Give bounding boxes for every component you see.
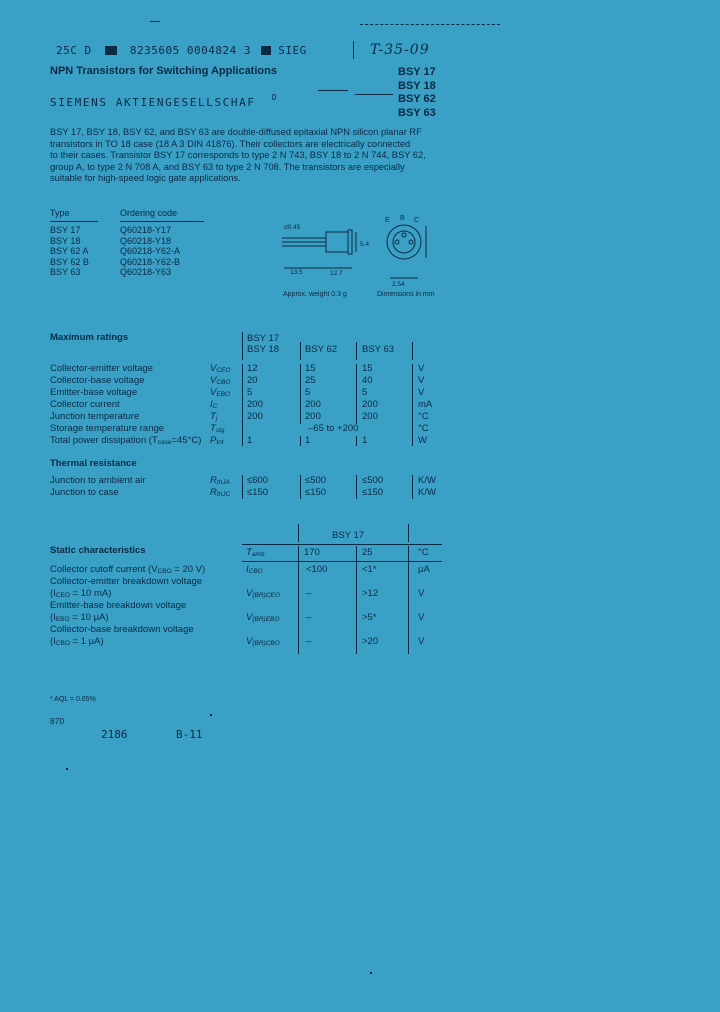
col-rule (242, 332, 243, 360)
symbol-sub: (BR)CEO (252, 592, 280, 599)
symbol-sub: (BR)EBO (252, 616, 280, 623)
value-bsy17: 1 (247, 435, 253, 446)
handwritten-note: T-35-09 (370, 42, 430, 58)
symbol-main: T (210, 423, 216, 434)
table-row (50, 487, 445, 498)
table-row (50, 588, 445, 599)
col-rule (356, 342, 357, 360)
param-symbol (246, 636, 280, 650)
company-suffix: D (271, 93, 279, 102)
scan-header-right: SIEG (278, 44, 307, 57)
value-bsy62: 25 (305, 375, 316, 386)
col-rule (408, 524, 409, 542)
thermal-heading: Thermal resistance (50, 458, 137, 469)
unit: °C (418, 423, 429, 434)
symbol-main: R (210, 487, 217, 498)
value-bsy62: 200 (305, 411, 321, 422)
case-body (326, 232, 348, 252)
symbol-main: T (246, 547, 252, 558)
symbol-main: T (210, 411, 216, 422)
table-row (50, 387, 445, 398)
value-25c: >12 (362, 588, 379, 599)
units-note: Dimensions in mm (377, 291, 435, 298)
symbol-sub: j (215, 415, 218, 422)
value-25c: <1* (362, 564, 377, 575)
model-bsy17: BSY 17 (398, 66, 436, 78)
ordering-rows (50, 225, 180, 278)
symbol-sub: CBO (216, 379, 231, 386)
param-label: Junction to ambient air (50, 475, 146, 486)
intro-line: to their cases. Transistor BSY 17 corresponds to type 2 N 743, BSY 18 to 2 N 744, BSY 62, (50, 150, 426, 160)
footer-code-b: B-11 (176, 728, 203, 741)
label-text: Collector cutoff current (V (50, 564, 158, 575)
symbol-main: R (210, 475, 217, 486)
value-bsy63: 15 (362, 363, 373, 374)
symbol-sub: stg (215, 427, 225, 434)
scan-block-2 (261, 46, 271, 55)
bottom-view-outer (387, 225, 421, 259)
value-bsy17: 20 (247, 375, 258, 386)
symbol-sub: thJA (216, 479, 230, 486)
static-heading: Static characteristics (50, 545, 146, 556)
scan-header-left: 25C D (56, 44, 92, 57)
tamb-v2: 25 (362, 547, 373, 558)
table-row (50, 246, 180, 257)
static-group-label: BSY 17 (332, 530, 365, 541)
model-bsy63: BSY 63 (398, 106, 436, 119)
label-sub: EBO (55, 616, 70, 623)
weight-note: Approx. weight 0.3 g (283, 291, 347, 298)
value-bsy63: ≤500 (362, 475, 384, 486)
unit: μA (418, 564, 430, 575)
symbol-main: P (210, 435, 217, 446)
ordering-code: Q60218-Y17 (120, 225, 172, 235)
value-bsy17: 200 (247, 411, 263, 422)
ordering-header-rule (120, 221, 204, 222)
scan-header-line (56, 44, 307, 57)
table-row (50, 411, 445, 422)
label-sub: CBO (55, 640, 70, 647)
symbol-sub: amb (251, 551, 265, 558)
footer-code-a: 2186 (101, 728, 128, 741)
col-bsy62: BSY 62 (305, 344, 338, 355)
value-170c: – (306, 612, 312, 623)
label-text: = 10 mA) (69, 588, 112, 599)
pin-e-label: E (385, 217, 390, 224)
intro-line: suitable for high-speed logic gate applications. (50, 173, 241, 183)
power-label-text: =45°C) (171, 435, 202, 446)
label-text: = 20 V) (171, 564, 206, 575)
page-number: 870 (50, 716, 65, 726)
model-list (398, 66, 436, 120)
page-title: NPN Transistors for Switching Applications (50, 65, 277, 77)
value-25c: >5* (362, 612, 377, 623)
label-text: = 1 μA) (69, 636, 104, 647)
value-bsy17: 200 (247, 399, 263, 410)
ordering-col-type: Type (50, 208, 70, 218)
param-label: Collector-emitter breakdown voltage (50, 576, 203, 587)
pin-c-label: C (414, 217, 420, 224)
table-row (50, 236, 180, 247)
tamb-symbol (246, 547, 264, 561)
package-drawing (278, 212, 448, 294)
unit: V (418, 588, 425, 599)
col-rule (412, 342, 413, 360)
table-row (50, 375, 445, 386)
ordering-code: Q60218-Y62-A (120, 246, 181, 257)
pin-hole (395, 240, 399, 244)
ordering-type: BSY 63 (50, 267, 81, 278)
dim-body-label: 12.7 (330, 270, 343, 277)
param-symbol (210, 435, 224, 449)
ordering-code: Q60218-Y62-B (120, 256, 181, 267)
symbol-sub: thJC (216, 491, 231, 498)
param-label (50, 435, 201, 449)
table-row (50, 576, 445, 587)
unit: °C (418, 411, 429, 422)
table-row (50, 600, 445, 611)
value-25c: >20 (362, 636, 379, 647)
scan-speck (66, 768, 68, 770)
value-bsy63: 1 (362, 435, 368, 446)
symbol-sub: tot (216, 439, 224, 446)
param-label: Emitter-base breakdown voltage (50, 600, 187, 611)
unit: V (418, 363, 425, 374)
symbol-sub: EBO (216, 391, 231, 398)
table-row (50, 257, 180, 268)
param-label: Junction temperature (50, 411, 140, 422)
value-bsy63: 200 (362, 411, 378, 422)
symbol-main: V (210, 363, 217, 374)
value-bsy63: 5 (362, 387, 368, 398)
param-label: Collector-emitter voltage (50, 363, 153, 374)
company-name (50, 93, 278, 109)
title-rule-1 (318, 90, 348, 91)
table-row (50, 624, 445, 635)
static-table (50, 522, 445, 657)
value-bsy63: 200 (362, 399, 378, 410)
table-row (50, 435, 445, 446)
top-scan-rule (150, 21, 160, 22)
dim-dia-label: d0.45 (284, 224, 301, 231)
unit: mA (418, 399, 433, 410)
col-bsy63: BSY 63 (362, 344, 395, 355)
symbol-main: V (246, 636, 253, 647)
title-rule-2 (355, 94, 393, 95)
table-row (50, 363, 445, 374)
value-170c: <100 (306, 564, 328, 575)
param-symbol (210, 487, 230, 501)
unit: V (418, 387, 425, 398)
tamb-rule (242, 561, 442, 562)
company-name-text: SIEMENS AKTIENGESELLSCHAF (50, 96, 256, 109)
table-row (50, 267, 180, 278)
col-rule (298, 524, 299, 542)
tamb-unit: °C (418, 547, 429, 558)
symbol-main: I (210, 399, 213, 410)
ordering-col-code: Ordering code (120, 208, 178, 218)
symbol-main: V (246, 588, 253, 599)
table-row (50, 564, 445, 575)
table-row (50, 612, 445, 623)
symbol-sub: CEO (216, 367, 231, 374)
value-bsy62: 15 (305, 363, 316, 374)
scan-divider (353, 41, 354, 59)
label-sub: CEO (55, 592, 70, 599)
value-bsy62: ≤150 (305, 487, 327, 498)
model-bsy18: BSY 18 (398, 79, 436, 92)
symbol-sub: C (212, 403, 218, 410)
col-rule (300, 342, 301, 360)
ordering-type: BSY 62 B (50, 256, 89, 267)
ordering-header-rule (50, 221, 98, 222)
unit: V (418, 612, 425, 623)
tamb-v1: 170 (304, 547, 320, 558)
param-condition (50, 636, 104, 650)
symbol-main: V (210, 375, 217, 386)
unit: K/W (418, 487, 436, 498)
param-label: Collector-base breakdown voltage (50, 624, 194, 635)
ordering-code: Q60218-Y63 (120, 267, 172, 278)
power-label-text: Total power dissipation (T (50, 435, 158, 446)
unit: V (418, 375, 425, 386)
ordering-type: BSY 62 A (50, 246, 89, 257)
value-bsy17: 12 (247, 363, 258, 374)
intro-paragraph (50, 127, 445, 185)
label-text: = 10 μA) (69, 612, 109, 623)
ratings-table (50, 330, 445, 505)
ordering-type: BSY 18 (50, 235, 81, 246)
table-row (50, 475, 445, 486)
label-sub: CBO (157, 568, 172, 575)
col-bsy18: BSY 18 (247, 344, 280, 355)
dim-side-label: 5.4 (360, 241, 370, 248)
symbol-main: V (246, 612, 253, 623)
case-flange (348, 230, 352, 254)
table-row (50, 423, 445, 434)
value-bsy62: ≤500 (305, 475, 327, 486)
power-label-sub: case (157, 439, 172, 446)
dim-pitch-label: 2.54 (392, 281, 405, 288)
value-170c: – (306, 636, 312, 647)
value-bsy62: 5 (305, 387, 311, 398)
model-bsy62: BSY 62 (398, 93, 436, 105)
intro-line: transistors in TO 18 case (18 A 3 DIN 41876). Their collectors are electrically connected (50, 138, 411, 149)
scan-header-codes: 8235605 0004824 3 (129, 44, 251, 57)
label-text: (I (50, 636, 56, 647)
ordering-type: BSY 17 (50, 225, 81, 235)
bottom-view-inner (393, 231, 415, 253)
param-label: Collector-base voltage (50, 375, 145, 386)
scan-block-1 (105, 46, 117, 55)
unit: V (418, 636, 425, 647)
label-text: (I (50, 588, 56, 599)
max-ratings-heading: Maximum ratings (50, 332, 129, 343)
unit: K/W (418, 475, 436, 486)
value-bsy17: ≤600 (247, 475, 269, 486)
intro-line: BSY 17, BSY 18, BSY 62, and BSY 63 are double-diffused epitaxial NPN silicon planar RF (50, 127, 422, 137)
symbol-sub: (BR)CBO (252, 640, 280, 647)
value-bsy62: 200 (305, 399, 321, 410)
value-bsy17: ≤150 (247, 487, 269, 498)
top-scan-rule-long (360, 24, 500, 25)
ordering-code: Q60218-Y18 (120, 235, 172, 246)
symbol-main: V (210, 387, 217, 398)
footnote: * AQL = 0.65% (50, 696, 96, 703)
pin-hole (402, 233, 406, 237)
value-bsy63: 40 (362, 375, 373, 386)
intro-line: group A, to type 2 N 708 A, and BSY 63 to type 2 N 708. The transistors are especially (50, 161, 405, 172)
storage-value: –65 to +200 (308, 423, 359, 434)
scan-speck (370, 972, 372, 974)
table-row (50, 399, 445, 410)
ordering-table (50, 208, 205, 288)
value-170c: – (306, 588, 312, 599)
param-label: Collector current (50, 399, 120, 410)
static-header-rule (242, 544, 442, 545)
unit: W (418, 435, 427, 446)
param-label: Storage temperature range (50, 423, 165, 434)
table-row (50, 636, 445, 647)
label-text: (I (50, 612, 56, 623)
scan-speck (210, 714, 212, 716)
dim-len-label: 13.5 (290, 269, 303, 276)
symbol-main: I (246, 564, 249, 575)
value-bsy62: 1 (305, 435, 311, 446)
param-label: Emitter-base voltage (50, 387, 138, 398)
col-bsy17: BSY 17 (247, 333, 280, 344)
pin-hole (409, 240, 413, 244)
value-bsy63: ≤150 (362, 487, 384, 498)
param-label: Junction to case (50, 487, 119, 498)
pin-b-label: B (400, 215, 405, 222)
symbol-sub: CBO (248, 568, 263, 575)
table-row (50, 225, 180, 236)
value-bsy17: 5 (247, 387, 253, 398)
